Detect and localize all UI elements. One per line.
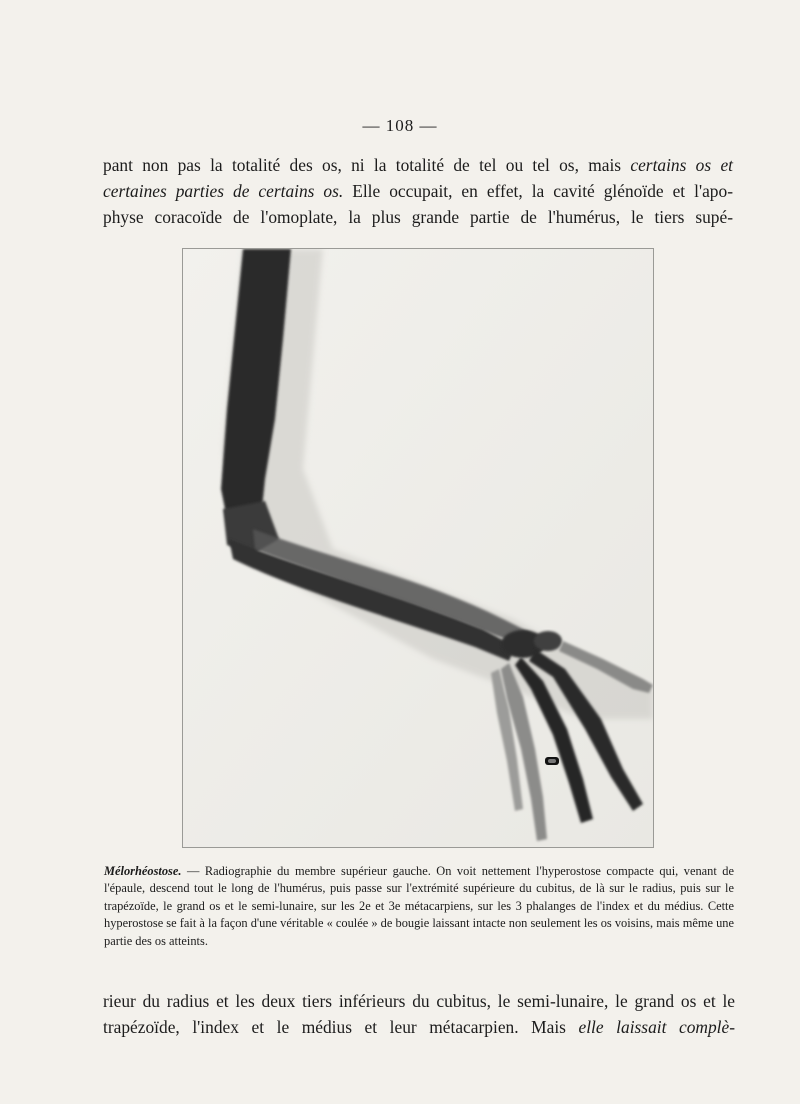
radiograph-arm-image: [183, 249, 653, 847]
caption-text: Radiographie du membre supérieur gauche. On voit nettement l'hyperostose compacte qui, venant de l'épaule, descend tout le long de l'humérus, puis passe sur l'extrémité supérieure du cubitus, de là sur le radius, puis sur le trapézoïde, le grand os et le semi-lunaire, sur les 2e et 3e métacarpiens, sur les 3 phalanges de l'index et du médius. Cette hyperostose se fait à la façon d'une véritable « coulée » de bougie laissant intacte non seulement les os voisins, mais même une partie des os atteints.: [104, 864, 734, 948]
emphasis-text: certains os et: [630, 155, 733, 175]
radiograph-figure: [182, 248, 654, 848]
bottom-paragraph: [103, 988, 735, 1040]
caption-title: Mélorhéostose.: [104, 864, 182, 878]
emphasis-text: elle laissait complè-: [578, 1017, 735, 1037]
top-line-2: certaines parties de certains os. Elle occupait, en effet, la cavité glénoïde et l'apo-: [103, 181, 733, 201]
bottom-text: rieur du radius et les deux tiers inférieurs du cubitus, le semi-lunaire, le grand os et le trapézoïde, l'index et le médius et leur métacarpien. Mais: [103, 991, 735, 1037]
top-line-1: pant non pas la totalité des os, ni la totalité de tel ou tel os, mais certains os et: [103, 155, 733, 175]
figure-caption: [104, 863, 734, 950]
top-line-3: physe coracoïde de l'omoplate, la plus grande partie de l'humérus, le tiers supé-: [103, 207, 733, 227]
page-number: — 108 —: [362, 116, 438, 135]
top-paragraph: [103, 152, 733, 230]
emphasis-text: certaines parties de certains os.: [103, 181, 344, 201]
caption-dash: —: [181, 864, 205, 878]
